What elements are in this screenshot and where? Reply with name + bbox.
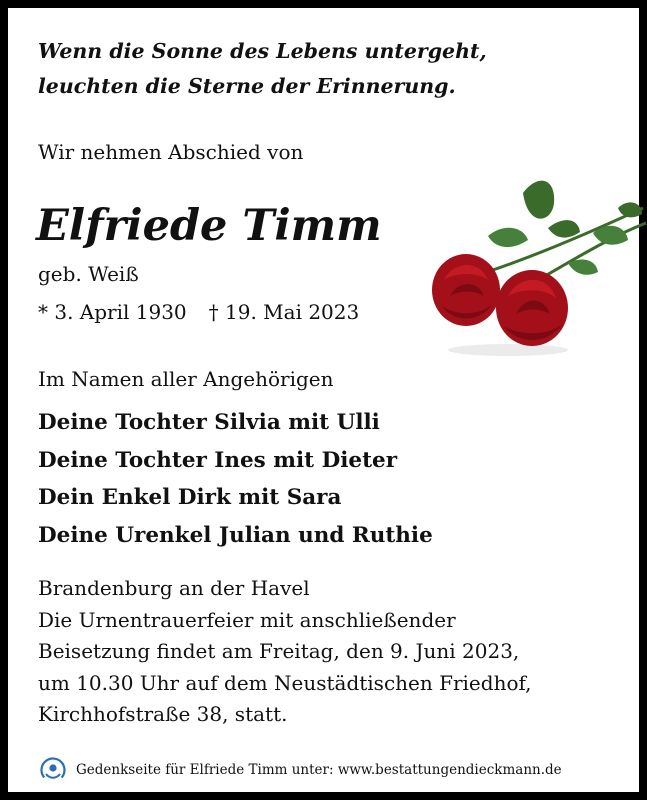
rose-left: [432, 254, 500, 326]
details-line: Brandenburg an der Havel: [38, 576, 310, 600]
motto: [38, 34, 487, 104]
life-dates: [38, 300, 359, 324]
rose-right: [496, 270, 568, 346]
mourner-item: Deine Tochter Silvia mit Ulli: [38, 410, 380, 435]
details-line: Beisetzung findet am Freitag, den 9. Juni 2023,: [38, 639, 520, 663]
motto-line-1: Wenn die Sonne des Lebens untergeht,: [38, 39, 487, 63]
mourner-item: Deine Tochter Ines mit Dieter: [38, 447, 398, 473]
details-line: um 10.30 Uhr auf dem Neustädtischen Friedhof,: [38, 670, 532, 695]
mourner-item: Deine Urenkel Julian und Ruthie: [38, 522, 433, 548]
mourners-list: [38, 404, 433, 554]
details-line: Kirchhofstraße 38, statt.: [38, 702, 288, 726]
mourner-item: Dein Enkel Dirk mit Sara: [38, 485, 342, 510]
memorial-logo-icon: [40, 757, 66, 783]
deceased-name: Elfriede Timm: [36, 201, 382, 251]
details-line: Die Urnentrauerfeier mit anschließender: [38, 607, 456, 632]
farewell-intro: Wir nehmen Abschied von: [38, 140, 304, 164]
roses-image: [428, 168, 647, 368]
motto-line-2: leuchten die Sterne der Erinnerung.: [38, 74, 456, 98]
death-date: † 19. Mai 2023: [208, 300, 360, 324]
birth-date: * 3. April 1930: [38, 300, 187, 324]
mourners-intro: Im Namen aller Angehörigen: [38, 367, 334, 391]
memorial-footer: [40, 757, 562, 783]
memorial-page-link[interactable]: Gedenkseite für Elfriede Timm unter: www.bestattungendieckmann.de: [76, 762, 562, 778]
ceremony-details: [38, 573, 532, 731]
birth-name: geb. Weiß: [38, 262, 139, 286]
